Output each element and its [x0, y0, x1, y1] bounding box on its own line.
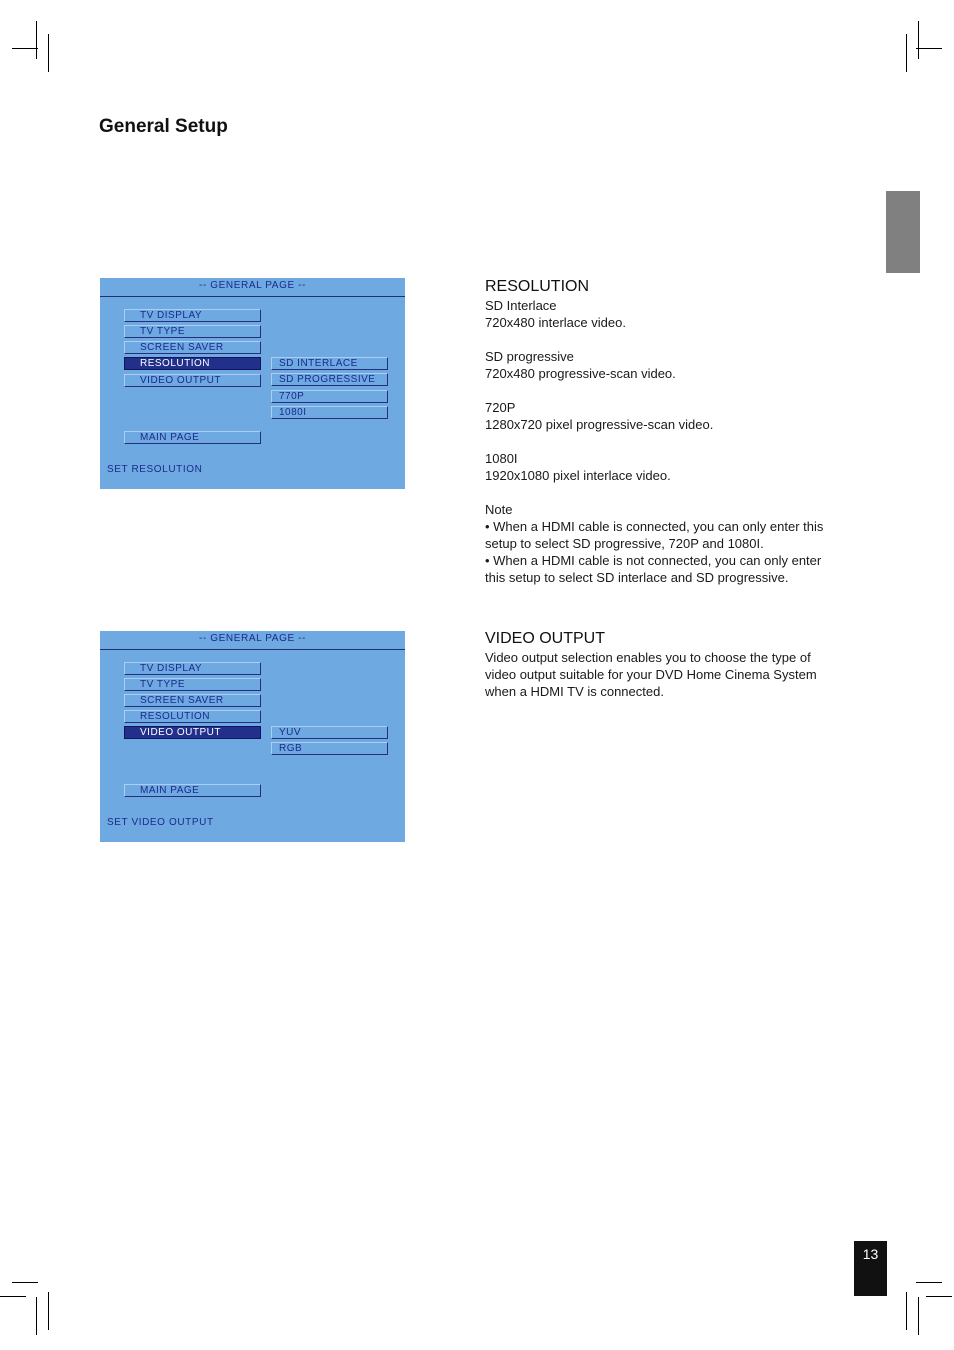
note-item: • When a HDMI cable is connected, you can only enter this setup to select SD progressive, 720P and 1080I. [485, 519, 824, 551]
crop-mark [906, 34, 907, 72]
osd-header: -- GENERAL PAGE -- [100, 278, 405, 297]
menu-item-video-output[interactable]: VIDEO OUTPUT [124, 726, 261, 739]
osd-resolution-menu [100, 278, 405, 489]
section-description: Video output selection enables you to choose the type of video output suitable for your DVD Home Cinema System when a HDMI TV is connected. [485, 650, 817, 699]
option-1080i[interactable]: 1080I [271, 406, 388, 419]
menu-item-main-page[interactable]: MAIN PAGE [124, 784, 261, 797]
page-title: General Setup [99, 116, 228, 137]
menu-item-resolution[interactable]: RESOLUTION [124, 357, 261, 370]
option-770p[interactable]: 770P [271, 390, 388, 403]
menu-item-screen-saver[interactable]: SCREEN SAVER [124, 694, 261, 707]
menu-item-tv-display[interactable]: TV DISPLAY [124, 309, 261, 322]
crop-mark [916, 48, 942, 49]
menu-item-video-output[interactable]: VIDEO OUTPUT [124, 374, 261, 387]
language-tab [886, 191, 920, 273]
osd-footer: SET VIDEO OUTPUT [107, 817, 214, 828]
note-item: • When a HDMI cable is not connected, you can only enter this setup to select SD interlace and SD progressive. [485, 553, 822, 585]
crop-mark [48, 1292, 49, 1330]
menu-item-tv-type[interactable]: TV TYPE [124, 325, 261, 338]
menu-item-tv-type[interactable]: TV TYPE [124, 678, 261, 691]
option-description: 1280x720 pixel progressive-scan video. [485, 417, 714, 432]
menu-item-tv-display[interactable]: TV DISPLAY [124, 662, 261, 675]
crop-mark [36, 21, 37, 59]
option-name: 720P [485, 400, 516, 415]
option-sd-interlace[interactable]: SD INTERLACE [271, 357, 388, 370]
crop-mark [0, 1296, 26, 1297]
menu-item-resolution[interactable]: RESOLUTION [124, 710, 261, 723]
menu-item-main-page[interactable]: MAIN PAGE [124, 431, 261, 444]
osd-header: -- GENERAL PAGE -- [100, 631, 405, 650]
crop-mark [916, 1282, 942, 1283]
resolution-section [485, 277, 845, 586]
note-label: Note [485, 502, 513, 517]
option-description: 720x480 interlace video. [485, 315, 626, 330]
section-heading: RESOLUTION [485, 278, 590, 295]
option-rgb[interactable]: RGB [271, 742, 388, 755]
option-name: SD progressive [485, 349, 574, 364]
crop-mark [918, 21, 919, 59]
menu-item-screen-saver[interactable]: SCREEN SAVER [124, 341, 261, 354]
crop-mark [926, 1296, 952, 1297]
crop-mark [48, 34, 49, 72]
crop-mark [918, 1297, 919, 1335]
option-name: 1080I [485, 451, 518, 466]
video-output-section [485, 629, 845, 700]
osd-video-output-menu [100, 631, 405, 842]
crop-mark [906, 1292, 907, 1330]
section-heading: VIDEO OUTPUT [485, 630, 606, 647]
crop-mark [12, 48, 38, 49]
option-description: 1920x1080 pixel interlace video. [485, 468, 671, 483]
crop-mark [36, 1297, 37, 1335]
crop-mark [12, 1282, 38, 1283]
page-number: 13 [854, 1241, 887, 1296]
option-description: 720x480 progressive-scan video. [485, 366, 676, 381]
option-name: SD Interlace [485, 298, 557, 313]
option-sd-progressive[interactable]: SD PROGRESSIVE [271, 373, 388, 386]
option-yuv[interactable]: YUV [271, 726, 388, 739]
osd-footer: SET RESOLUTION [107, 464, 203, 475]
